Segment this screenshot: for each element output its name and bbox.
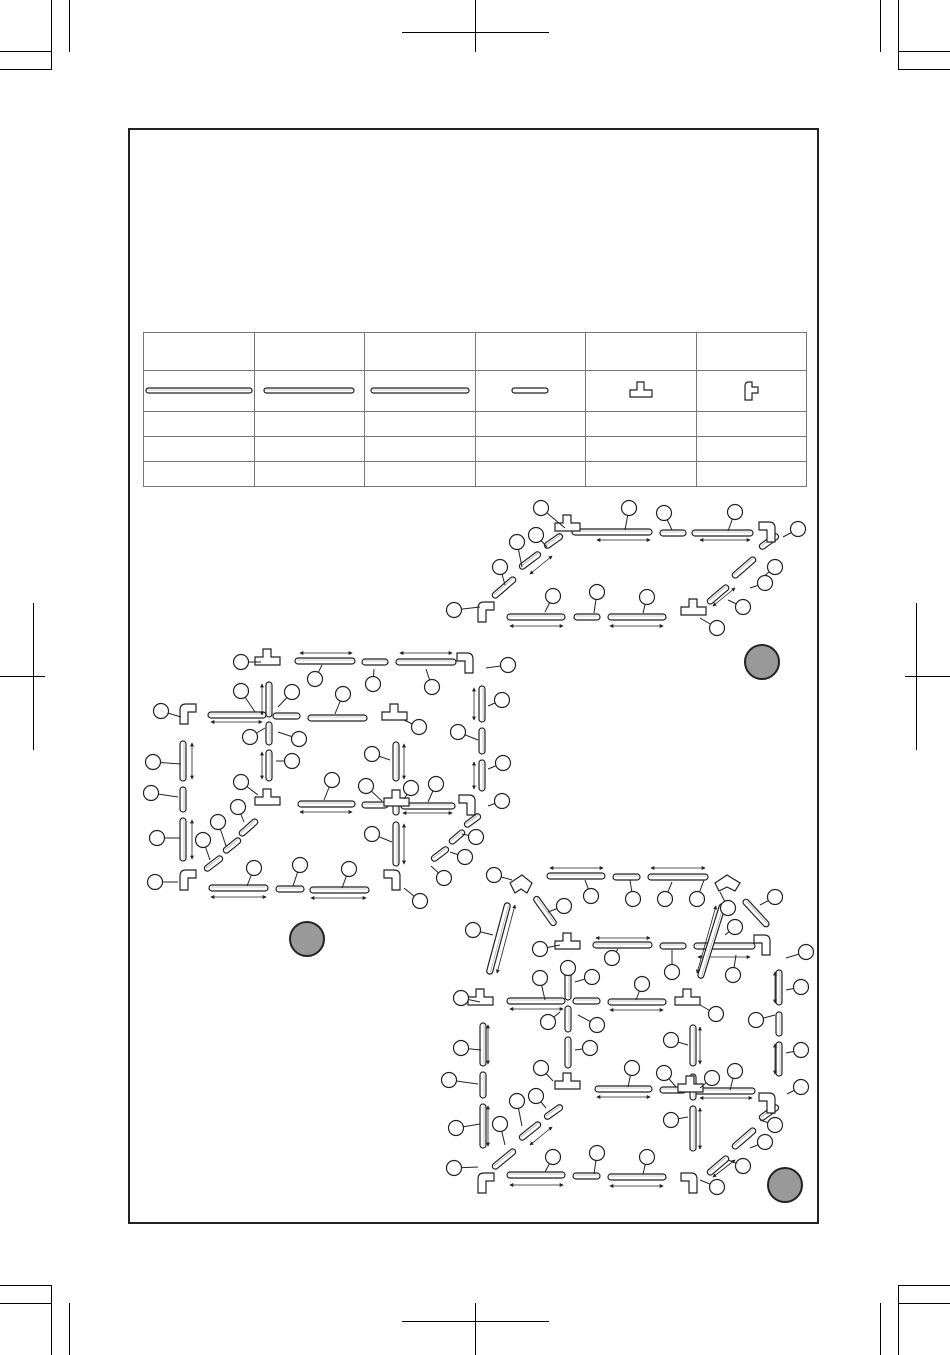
pipe <box>298 801 355 807</box>
pipe-body <box>480 1072 486 1098</box>
callout-circle <box>791 522 806 537</box>
callout-circle <box>292 732 307 747</box>
elbow-connector <box>478 602 494 622</box>
callout-circle <box>534 501 549 516</box>
elbow-connector <box>459 795 475 815</box>
callout-circle <box>404 781 419 796</box>
callout-circle <box>640 1150 655 1165</box>
elbow-connector <box>759 1093 775 1113</box>
callout-circle <box>561 961 576 976</box>
callout-circle <box>534 1061 549 1076</box>
callout-circle <box>626 892 641 907</box>
callout-circle <box>449 1121 464 1136</box>
callout-circle <box>590 585 605 600</box>
callout-circle <box>709 1007 724 1022</box>
step-badge-icon <box>290 922 324 956</box>
callout-circle <box>736 1159 751 1174</box>
callout-circle <box>196 833 211 848</box>
callout-circle <box>690 892 705 907</box>
callout-circle <box>768 890 783 905</box>
pipe-body <box>180 818 186 861</box>
pipe <box>565 1006 571 1032</box>
callout-circle <box>749 1013 764 1028</box>
pipe <box>573 998 600 1004</box>
pipe <box>690 1025 696 1066</box>
step-badge-icon <box>768 1168 802 1202</box>
pipe-body <box>208 712 266 718</box>
pipe-body <box>574 614 600 620</box>
pipe <box>660 530 686 536</box>
pipe-body <box>697 903 726 979</box>
pipe-body <box>565 1037 571 1068</box>
step-2-cube-frame <box>144 649 516 909</box>
pipe-body <box>543 1104 563 1121</box>
pipe <box>595 1086 652 1092</box>
pipe <box>273 713 300 719</box>
callout-circle <box>243 730 258 745</box>
callout-circle <box>429 777 444 792</box>
callout-circle <box>658 892 673 907</box>
callout-circle <box>657 1066 672 1081</box>
callout-circle <box>144 786 159 801</box>
pipe <box>310 887 369 893</box>
callout-circle <box>247 861 262 876</box>
elbow-connector <box>759 522 775 542</box>
pipe-body <box>393 742 399 781</box>
callout-circle <box>510 1094 525 1109</box>
callout-circle <box>665 965 680 980</box>
callout-circle <box>728 920 743 935</box>
pipe-body <box>222 837 242 855</box>
tee-connector <box>555 933 580 949</box>
pipe <box>731 556 757 580</box>
callout-circle <box>529 528 544 543</box>
pipe <box>694 943 755 949</box>
callout-circle <box>469 830 484 845</box>
pipe-body <box>480 1104 486 1148</box>
tee-connector <box>255 649 280 665</box>
tee-connector <box>681 599 706 615</box>
pipe <box>266 750 272 781</box>
callout-circle <box>736 600 751 615</box>
tee-connector <box>678 1076 703 1092</box>
elbow-connector <box>478 1173 494 1193</box>
elbow-connector <box>384 870 400 890</box>
pipe-body <box>776 970 782 1005</box>
pipe-body <box>479 760 485 791</box>
pipe-body <box>776 1042 782 1076</box>
pipe <box>565 1037 571 1068</box>
pipe <box>480 1072 486 1098</box>
callout-circle <box>154 704 169 719</box>
pipe-body <box>608 999 666 1005</box>
pipe <box>574 614 600 620</box>
pipe <box>507 614 565 620</box>
callout-circle <box>342 862 357 877</box>
pipe-body <box>491 576 517 600</box>
step-3-tent-frame <box>442 868 814 1195</box>
pipe-shine <box>702 906 724 976</box>
callout-circle <box>794 980 809 995</box>
pipe <box>593 942 652 948</box>
pipe <box>479 728 485 754</box>
tee-connector <box>468 989 493 1005</box>
pipe <box>266 682 272 717</box>
callout-circle <box>758 576 773 591</box>
tee-connector <box>675 989 700 1005</box>
callout-circle <box>211 815 226 830</box>
pipe <box>295 658 355 664</box>
pipe <box>507 1172 565 1178</box>
pipe <box>608 614 666 620</box>
callout-circle <box>533 942 548 957</box>
pipe <box>776 1012 782 1036</box>
callout-circle <box>451 725 466 740</box>
elbow-connector <box>681 1173 697 1193</box>
pipe-body <box>180 741 186 781</box>
callout-circle <box>454 991 469 1006</box>
elbow-connector <box>180 704 196 724</box>
pipe-body <box>742 898 770 928</box>
pipe <box>776 970 782 1005</box>
callout-circle <box>442 1073 457 1088</box>
callout-circle <box>231 800 246 815</box>
pipe <box>507 998 565 1004</box>
pipe-body <box>690 1106 696 1151</box>
pipe-body <box>573 1173 600 1179</box>
pipe <box>608 999 666 1005</box>
callout-circle <box>635 977 650 992</box>
angle-connector <box>715 875 740 891</box>
callout-circle <box>150 831 165 846</box>
pipe-body <box>448 829 466 846</box>
pipe <box>480 1023 486 1066</box>
callout-circle <box>768 560 783 575</box>
callout-circle <box>728 1064 743 1079</box>
pipe <box>448 829 466 846</box>
pipe-body <box>238 818 259 837</box>
elbow-connector <box>457 653 473 673</box>
pipe-body <box>203 855 224 873</box>
callout-circle <box>533 971 548 986</box>
callout-circle <box>546 589 561 604</box>
pipe-body <box>266 750 272 781</box>
pipe-body <box>507 614 565 620</box>
pipe-body <box>690 1025 696 1066</box>
pipe-body <box>507 1172 565 1178</box>
callout-circle <box>365 747 380 762</box>
callout-circle <box>794 1080 809 1095</box>
callout-circle <box>664 1113 679 1128</box>
callout-circle <box>234 655 249 670</box>
pipe-shine <box>746 901 767 924</box>
tee-connector <box>555 1073 580 1089</box>
pipe-body <box>393 822 399 866</box>
pipe-body <box>613 874 640 880</box>
pipe <box>547 873 605 879</box>
tee-connector <box>382 704 407 720</box>
pipe-body <box>180 787 186 812</box>
pipe-body <box>660 943 686 949</box>
pipe <box>479 760 485 791</box>
pipe <box>613 874 640 880</box>
tee-connector <box>255 789 280 805</box>
callout-circle <box>728 505 743 520</box>
pipe-body <box>593 942 652 948</box>
pipe <box>572 529 652 535</box>
pipe-body <box>479 686 485 722</box>
callout-circle <box>437 871 452 886</box>
callout-circle <box>365 827 380 842</box>
callout-circle <box>585 970 600 985</box>
pipe-body <box>298 801 355 807</box>
pipe-body <box>276 886 304 892</box>
callout-circle <box>285 754 300 769</box>
callout-circle <box>487 868 502 883</box>
pipe-body <box>572 529 652 535</box>
pipe <box>533 895 558 926</box>
callout-circle <box>799 945 814 960</box>
callout-circle <box>325 773 340 788</box>
pipe <box>543 1104 563 1121</box>
pipe-body <box>396 659 456 665</box>
pipe <box>222 837 242 855</box>
callout-circle <box>721 901 736 916</box>
callout-circle <box>640 590 655 605</box>
callout-circle <box>466 923 481 938</box>
callout-circle <box>493 560 508 575</box>
callout-circle <box>794 1043 809 1058</box>
callout-circle <box>425 680 440 695</box>
pipe <box>697 903 726 979</box>
pipe-body <box>491 1148 517 1171</box>
callout-circle <box>234 775 249 790</box>
pipe-body <box>608 614 666 620</box>
callout-circle <box>541 1015 556 1030</box>
callout-circle <box>664 1033 679 1048</box>
callout-circle <box>590 1146 605 1161</box>
pipe <box>692 530 753 536</box>
callout-circle <box>510 535 525 550</box>
pipe <box>238 818 259 837</box>
pipe-body <box>295 658 355 664</box>
pipe-body <box>273 713 300 719</box>
callout-circle <box>605 951 620 966</box>
callout-circle <box>412 720 427 735</box>
callout-circle <box>308 672 323 687</box>
pipe <box>396 659 456 665</box>
pipe-body <box>776 1012 782 1036</box>
pipe-body <box>507 998 565 1004</box>
pipe <box>393 822 399 866</box>
pipe <box>608 1174 666 1180</box>
callout-circle <box>285 685 300 700</box>
pipe-body <box>595 1086 652 1092</box>
callout-circle <box>625 1061 640 1076</box>
pipe <box>742 898 770 928</box>
pipe-body <box>266 682 272 717</box>
pipe-body <box>430 846 450 863</box>
pipe-body <box>308 715 367 721</box>
callout-circle <box>622 501 637 516</box>
callout-circle <box>710 621 725 636</box>
pipe-body <box>310 887 369 893</box>
pipe <box>648 874 708 880</box>
elbow-connector <box>754 935 770 955</box>
callout-circle <box>657 506 672 521</box>
callout-circle <box>705 1071 720 1086</box>
callout-circle <box>359 779 374 794</box>
pipe-body <box>608 1174 666 1180</box>
callout-circle <box>454 1041 469 1056</box>
pipe <box>491 576 517 600</box>
pipe <box>276 886 304 892</box>
callout-circle <box>768 1118 783 1133</box>
callout-circle <box>493 1117 508 1132</box>
pipe <box>180 818 186 861</box>
callout-circle <box>496 756 511 771</box>
pipe <box>480 1104 486 1148</box>
pipe <box>479 686 485 722</box>
callout-circle <box>583 1041 598 1056</box>
pipe <box>690 1106 696 1151</box>
pipe <box>208 712 266 718</box>
pipe-body <box>480 1023 486 1066</box>
pipe <box>573 1173 600 1179</box>
callout-circle <box>447 603 462 618</box>
pipe <box>660 943 686 949</box>
pipe-body <box>692 530 753 536</box>
pipe <box>491 1148 517 1171</box>
pipe <box>486 902 511 975</box>
elbow-connector <box>180 870 196 890</box>
pipe-body <box>486 902 511 975</box>
pipe-body <box>660 530 686 536</box>
callout-circle <box>758 1135 773 1150</box>
callout-circle <box>726 968 741 983</box>
callout-circle <box>590 1018 605 1033</box>
callout-circle <box>546 1150 561 1165</box>
pipe-body <box>547 873 605 879</box>
callout-circle <box>234 684 249 699</box>
pipe-body <box>573 998 600 1004</box>
callout-circle <box>584 889 599 904</box>
pipe <box>776 1042 782 1076</box>
pipe <box>266 722 272 745</box>
pipe-body <box>266 722 272 745</box>
callout-circle <box>336 687 351 702</box>
pipe <box>203 855 224 873</box>
pipe <box>430 846 450 863</box>
callout-circle <box>447 1161 462 1176</box>
pipe-body <box>362 659 388 665</box>
pipe-body <box>694 943 755 949</box>
callout-circle <box>557 899 572 914</box>
callout-circle <box>293 858 308 873</box>
pipe <box>362 659 388 665</box>
angle-connector <box>510 875 532 893</box>
callout-circle <box>148 875 163 890</box>
step-badge-icon <box>745 645 779 679</box>
callout-circle <box>529 1089 544 1104</box>
pipe <box>308 715 367 721</box>
pipe-body <box>731 556 757 580</box>
callout-circle <box>495 794 510 809</box>
callout-circle <box>413 894 428 909</box>
pipe-body <box>533 895 558 926</box>
pipe <box>180 787 186 812</box>
pipe <box>393 742 399 781</box>
callout-circle <box>366 677 381 692</box>
callout-circle <box>458 850 473 865</box>
step-1-flat-frame <box>447 501 806 636</box>
pipe-body <box>479 728 485 754</box>
callout-circle <box>495 693 510 708</box>
pipe-body <box>565 1006 571 1032</box>
callout-circle <box>146 755 161 770</box>
pipe <box>209 885 268 891</box>
pipe-body <box>209 885 268 891</box>
callout-circle <box>501 658 516 673</box>
callout-circle <box>710 1180 725 1195</box>
pipe <box>180 741 186 781</box>
pipe-body <box>648 874 708 880</box>
